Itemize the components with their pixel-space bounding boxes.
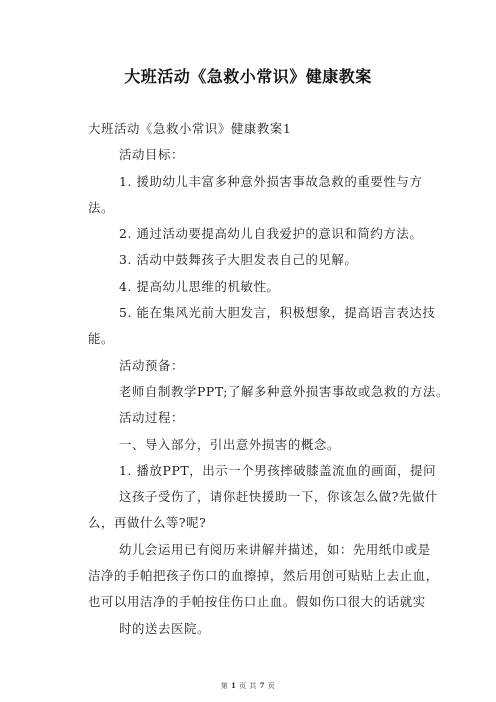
paragraph-line: 幼儿会运用已有阅历来讲解并描述，如：先用纸巾或是 <box>119 541 431 557</box>
document-body <box>88 116 449 642</box>
document-title: 大班活动《急救小常识》健康教案 <box>124 67 372 86</box>
paragraph-line: 活动目标： <box>119 147 184 163</box>
paragraph-line: 5. 能在集风光前大胆发言，积极想象，提高语言表达技 <box>119 305 436 321</box>
paragraph-line: 2. 通过活动要提高幼儿自我爱护的意识和简约方法。 <box>119 226 423 242</box>
paragraph-line: 一、导入部分，引出意外损害的概念。 <box>119 436 340 452</box>
paragraph-line: 洁净的手帕把孩子伤口的血擦掉，然后用创可贴贴上去止血， <box>88 568 439 584</box>
paragraph-line: 时的送去医院。 <box>119 620 210 636</box>
paragraph-line: 4. 提高幼儿思维的机敏性。 <box>119 278 280 294</box>
paragraph-line: 老师自制教学PPT;了解多种意外损害事故或急救的方法。 <box>119 383 449 399</box>
paragraph-line: 这孩子受伤了，请你赶快援助一下，你该怎么做?先做什 <box>119 489 439 505</box>
footer-prefix: 第 <box>220 682 229 690</box>
section-heading: 大班活动《急救小常识》健康教案1 <box>88 121 292 136</box>
total-page-number: 7 <box>259 681 265 690</box>
page-footer <box>0 681 496 691</box>
paragraph-line: 法。 <box>88 199 114 215</box>
paragraph-line: 3. 活动中鼓舞孩子大胆发表自己的见解。 <box>119 252 358 268</box>
paragraph-line: 1. 援助幼儿丰富多种意外损害事故急救的重要性与方 <box>119 173 423 189</box>
current-page-number: 1 <box>231 681 237 690</box>
paragraph-line: 么，再做什么等?呢? <box>88 515 207 531</box>
paragraph-line: 也可以用洁净的手帕按住伤口止血。假如伤口很大的话就实 <box>88 594 426 610</box>
paragraph-line: 活动过程： <box>119 410 184 426</box>
footer-middle: 页 共 <box>239 682 257 690</box>
paragraph-line: 1. 播放PPT，出示一个男孩摔破膝盖流血的画面，提问 <box>119 462 437 478</box>
footer-suffix: 页 <box>267 682 276 690</box>
paragraph-line: 能。 <box>88 331 114 347</box>
paragraph-line: 活动预备： <box>119 357 184 373</box>
